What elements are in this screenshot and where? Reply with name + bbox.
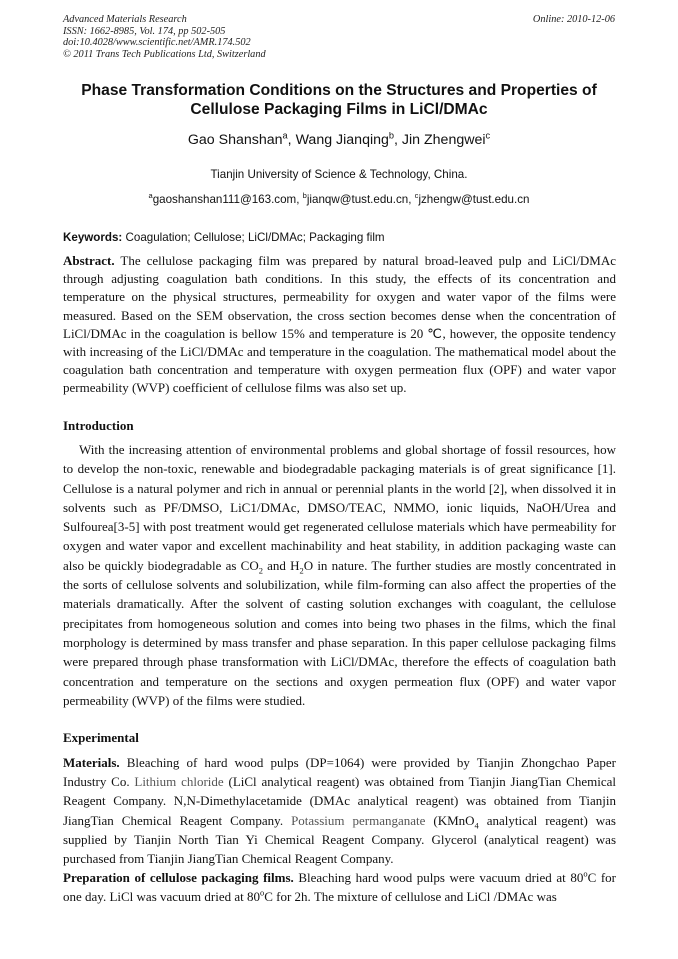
keywords-text: Coagulation; Cellulose; LiCl/DMAc; Packaging film: [125, 231, 385, 244]
doi: doi:10.4028/www.scientific.net/AMR.174.502: [63, 37, 251, 49]
abstract-label: Abstract.: [63, 253, 115, 268]
affiliation: Tianjin University of Science & Technology, China.: [210, 168, 468, 181]
preparation-label: Preparation of cellulose packaging films.: [63, 870, 294, 886]
text-segment: analytical reagent) was supplied by Tianjin North Tian Yi Chemical Reagent Company. Glycerol (analytical reagent) was purchased from Tianjin JiangTian Chemical Reagent Company.: [63, 812, 616, 867]
abstract-text: The cellulose packaging film was prepared by natural broad-leaved pulp and LiCl/DMAc through adjusting coagulation bath conditions. In this study, the effects of its concentration and temperature on the physical structures, permeability for oxygen and water vapor of the films were measured. Based on the SEM observation, the cross section becomes dense when the concentration of LiCl/DMAc in the coagulation is bellow 15% and temperature is 20 ℃, however, the opposite tendency with increasing of the LiCl/DMAc and temperature in the coagulation. The mathematical model about the coagulation bath concentration and temperature with oxygen permeation flux (OPF) and water vapor permeability (WVP) coefficient of cellulose films was also set up.: [63, 253, 617, 396]
author: Wang Jianqing: [295, 132, 389, 148]
issn: ISSN: 1662-8985, Vol. 174, pp 502-505: [63, 25, 226, 37]
subscript: 4: [474, 820, 479, 831]
text-segment: With the increasing attention of environmental problems and global shortage of fossil resources, how to develop the non-toxic, renewable and biodegradable packaging materials is of great significance [1]. Cellulose is a natural polymer and rich in annual or perennial plants in the world [2], when dissolved it in solvents such as PF/DMSO, LiC1/DMAc, DMSO/TEAC, NMMO, ionic liquids, NaOH/Urea and Sulfourea[3-5] with post treatment would get regenerated cellulose materials which have permeability for oxygen and water vapor and excellent machinability and heat stability, in addition packaging waste can also be quickly biodegradable as CO: [63, 442, 616, 573]
online-date: Online: 2010-12-06: [532, 14, 615, 25]
author: Gao Shanshan: [187, 132, 283, 148]
text-segment: Potassium permanganate: [291, 812, 426, 828]
paper-title: [40, 81, 638, 119]
author-sup: c: [485, 130, 491, 141]
text-segment: Lithium chloride: [134, 774, 224, 790]
text-segment: C for one day. LiCl was vacuum dried at 80: [63, 870, 616, 905]
title-line: Phase Transformation Conditions on the Structures and Properties of: [81, 82, 597, 99]
materials-label: Materials.: [63, 755, 120, 770]
email-link[interactable]: jzhengw@tust.edu.cn: [418, 193, 530, 206]
copyright: © 2011 Trans Tech Publications Ltd, Switzerland: [63, 48, 266, 60]
text-segment: C for 2h. The mixture of cellulose and LiCl /DMAc was: [264, 889, 557, 905]
emails: $^a$gaoshanshan111@163.com, $^b$jianqw@tust.edu.cn, $^c$jzhengw@tust.edu.cn: [148, 191, 530, 206]
text-segment: O in nature. The further studies are mostly concentrated in the sorts of cellulose solvents and solubilization, while film-forming can also affect the properties of the materials dramatically. After the solvent of casting solution exchanges with coagulant, the cellulose precipitates from homogeneous solution and comes into being two phases in the films, which the final morphology is determined by mass transfer and phase separation. In this paper cellulose packaging films were prepared through phase transformation with LiCl/DMAc, therefore the effects of coagulation bath concentration and temperature on the sections and oxygen permeation flux (OPF) and water vapor permeability (WVP) of the films were studied.: [63, 557, 616, 708]
email-sup: a: [148, 191, 153, 201]
authors: Gao Shanshan$^a$, Wang Jianqing$^b$, Jin Zhengwei$^c$: [187, 130, 491, 148]
introduction-paragraph: [63, 440, 616, 710]
subscript: 2: [258, 565, 263, 576]
subscript: 2: [299, 565, 304, 576]
superscript: o: [260, 888, 265, 899]
email-sup: c: [414, 191, 419, 201]
email-link[interactable]: jianqw@tust.edu.cn: [306, 193, 409, 206]
keywords: [63, 231, 385, 244]
text-segment: (KMnO: [425, 812, 475, 828]
keywords-label: Keywords:: [63, 231, 123, 244]
text-segment: (LiCl analytical reagent) was obtained from Tianjin JiangTian Chemical Reagent Company. N,N-Dimethylacetamide (DMAc analytical reagent) was obtained from Tianjin JiangTian Chemical Reagent Company.: [63, 774, 616, 828]
experimental-heading: Experimental: [63, 730, 139, 745]
author-sup: b: [388, 130, 395, 141]
materials-paragraph: [63, 753, 616, 907]
title-line: Cellulose Packaging Films in LiCl/DMAc: [190, 101, 488, 118]
text-segment: Bleaching hard wood pulps were vacuum dried at 80: [293, 870, 584, 886]
text-segment: Bleaching of hard wood pulps (DP=1064) were provided by Tianjin Zhongchao Paper Industry Co.: [63, 755, 616, 790]
email-link[interactable]: gaoshanshan111@163.com: [152, 193, 297, 206]
journal-header: [63, 14, 615, 60]
introduction-heading: Introduction: [63, 418, 134, 433]
email-sup: b: [302, 191, 307, 201]
author-sup: a: [282, 130, 288, 141]
text-segment: and H: [262, 557, 300, 573]
author: Jin Zhengwei: [401, 132, 486, 148]
superscript: o: [583, 868, 588, 879]
journal-name: Advanced Materials Research: [63, 14, 187, 25]
abstract: [63, 252, 616, 398]
